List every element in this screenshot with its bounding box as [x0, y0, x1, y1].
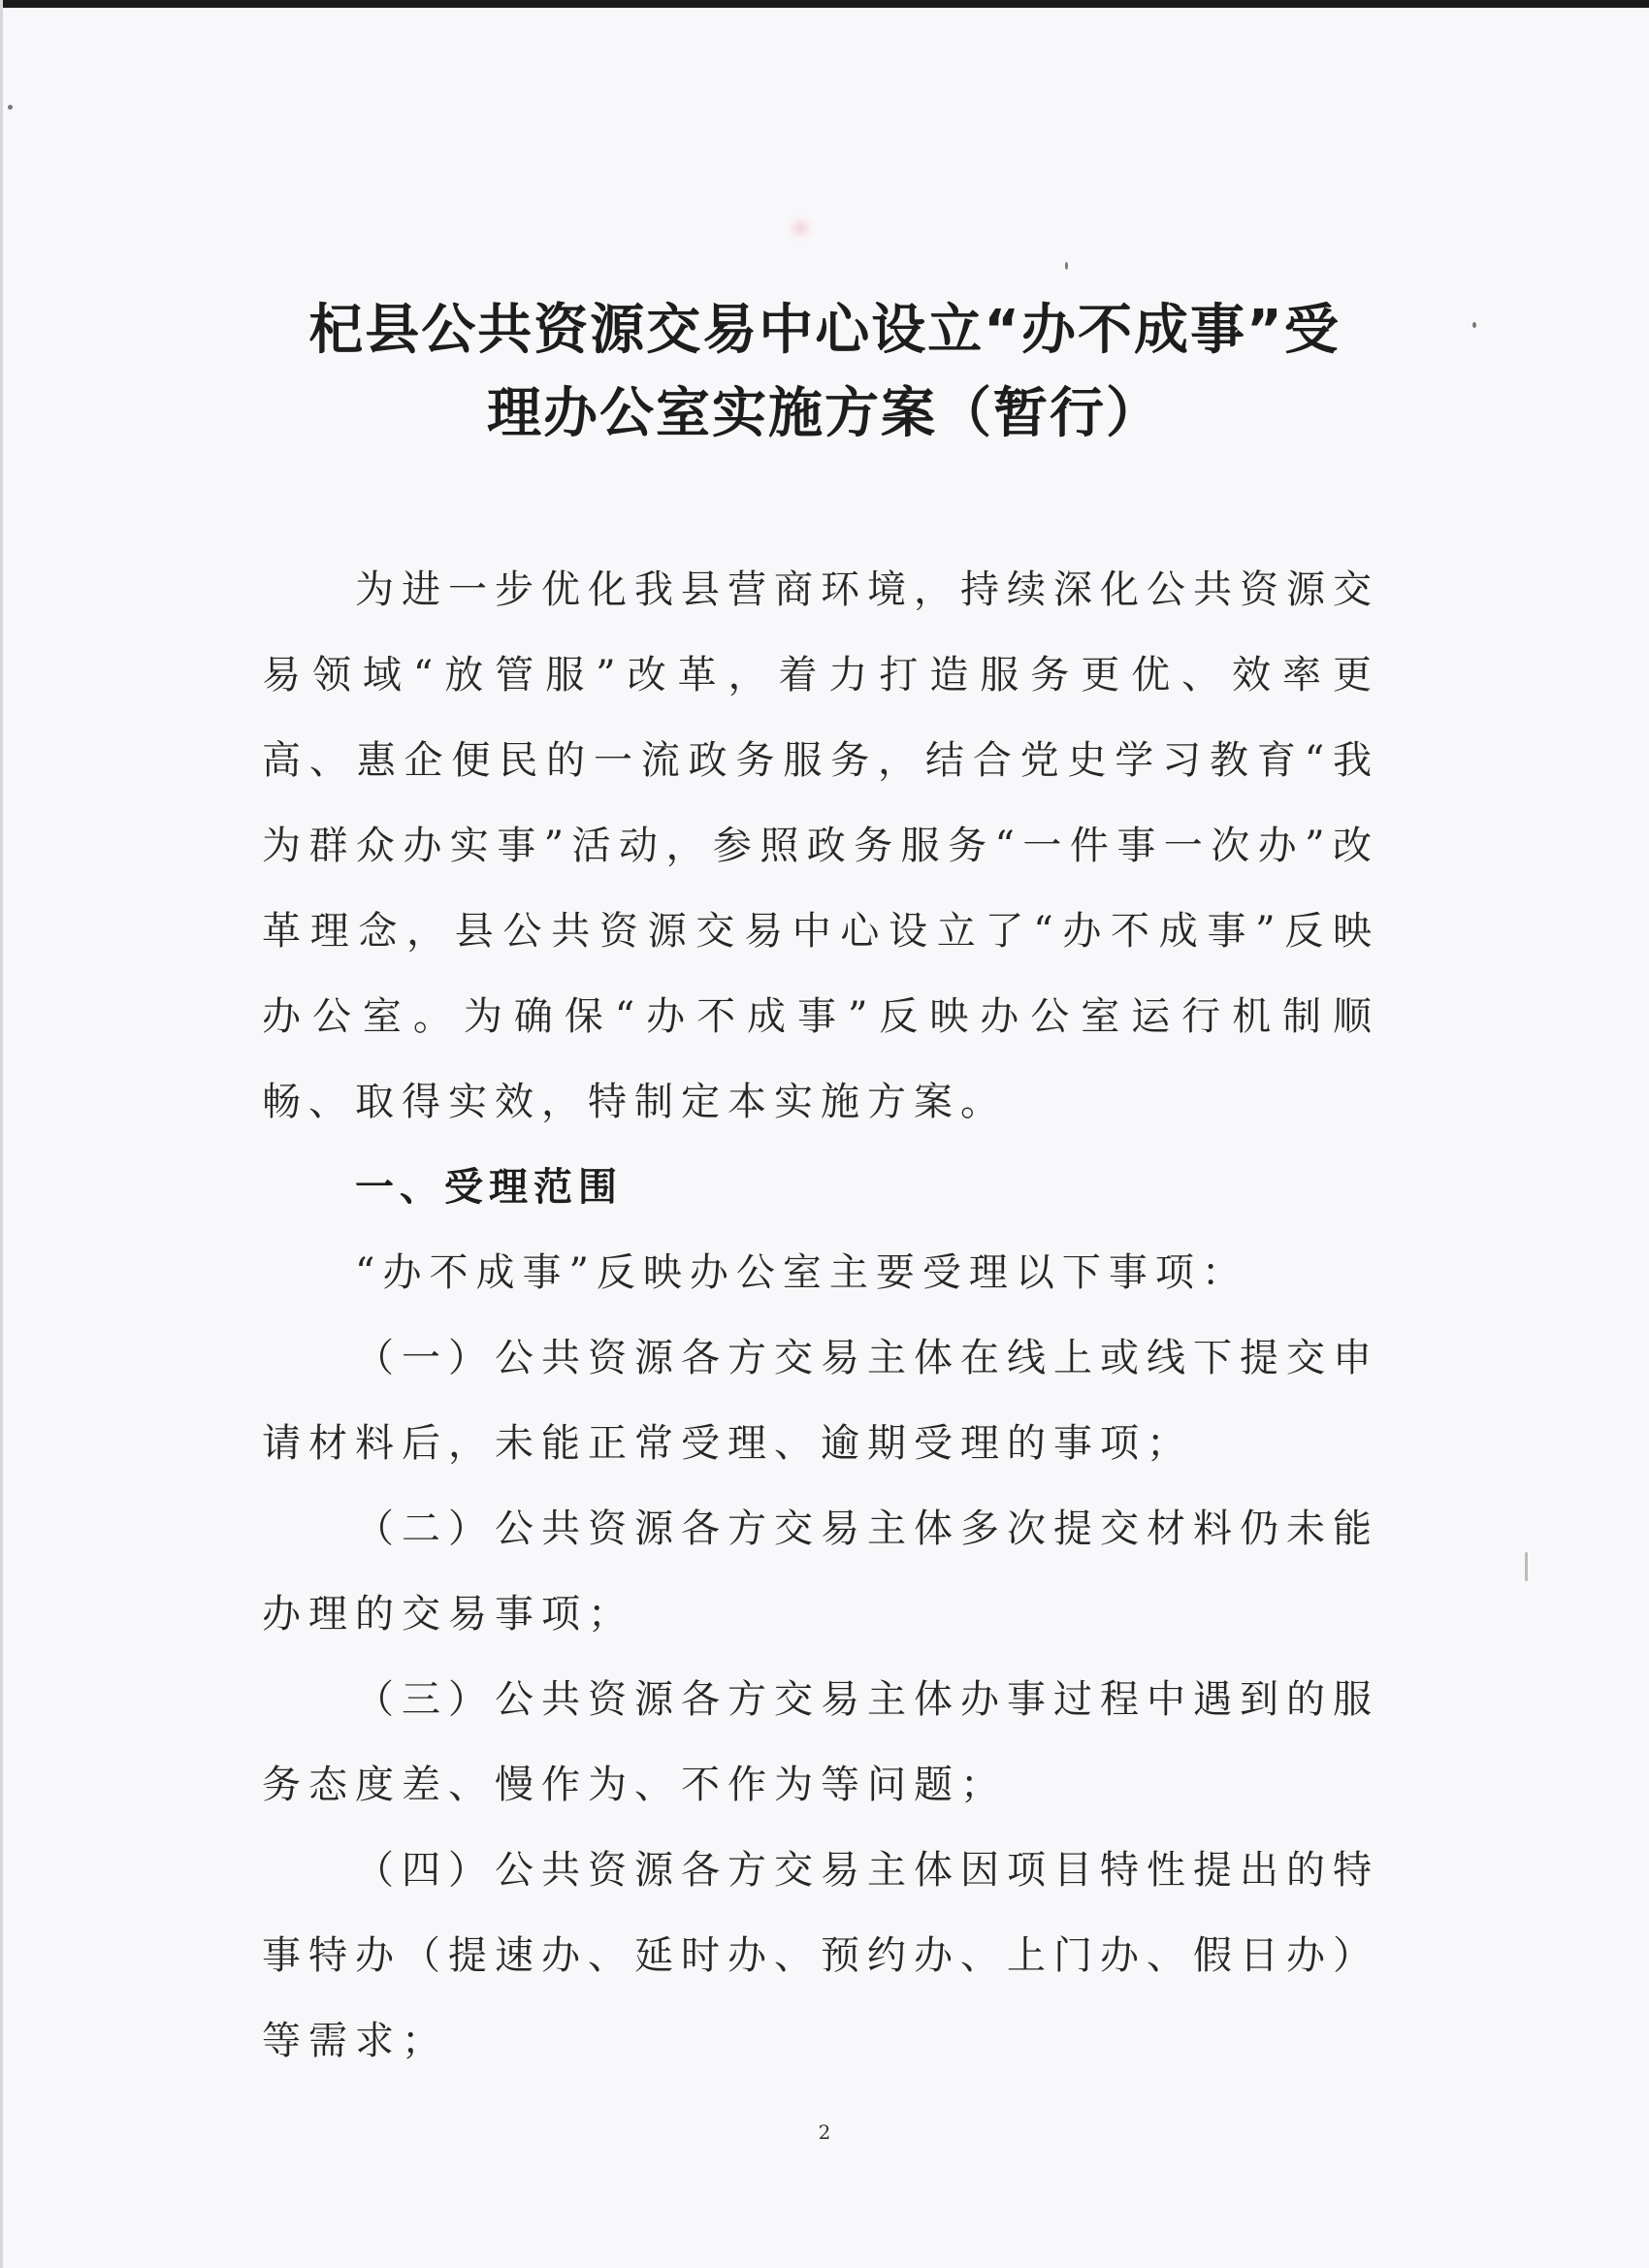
scan-left-edge [0, 0, 3, 2268]
scan-speck [8, 105, 13, 110]
page-number: 2 [818, 2121, 831, 2144]
scan-speck [1472, 322, 1476, 328]
scan-speck [1525, 1552, 1528, 1581]
title-line-1: 杞县公共资源交易中心设立“办不成事”受 [308, 299, 1341, 362]
list-item: （一）公共资源各方交易主体在线上或线下提交申请材料后，未能正常受理、逾期受理的事项； [262, 1336, 1379, 1466]
document-body [262, 547, 1379, 2084]
scan-speck [1065, 262, 1068, 270]
intro-paragraph: 为进一步优化我县营商环境，持续深化公共资源交易领域“放管服”改革，着力打造服务更优、效率更高、惠企便民的一流政务服务，结合党史学习教育“我为群众办实事”活动，参照政务服务“一件事一次办”改革理念，县公共资源交易中心设立了“办不成事”反映办公室。为确保“办不成事”反映办公室运行机制顺畅、取得实效，特制定本实施方案。 [262, 567, 1379, 1124]
list-item: （四）公共资源各方交易主体因项目特性提出的特事特办（提速办、延时办、预约办、上门办、假日办）等需求； [262, 1848, 1379, 2063]
list-item: （三）公共资源各方交易主体办事过程中遇到的服务态度差、慢作为、不作为等问题； [262, 1677, 1379, 1807]
section-heading: 一、受理范围 [355, 1165, 623, 1210]
scan-top-border [0, 0, 1649, 8]
list-item: （二）公共资源各方交易主体多次提交材料仍未能办理的交易事项； [262, 1507, 1379, 1636]
title-line-2: 理办公室实施方案（暂行） [487, 382, 1162, 445]
section-intro: “办不成事”反映办公室主要受理以下事项： [355, 1250, 1248, 1295]
document-title [242, 289, 1406, 456]
ink-smudge [788, 213, 813, 243]
